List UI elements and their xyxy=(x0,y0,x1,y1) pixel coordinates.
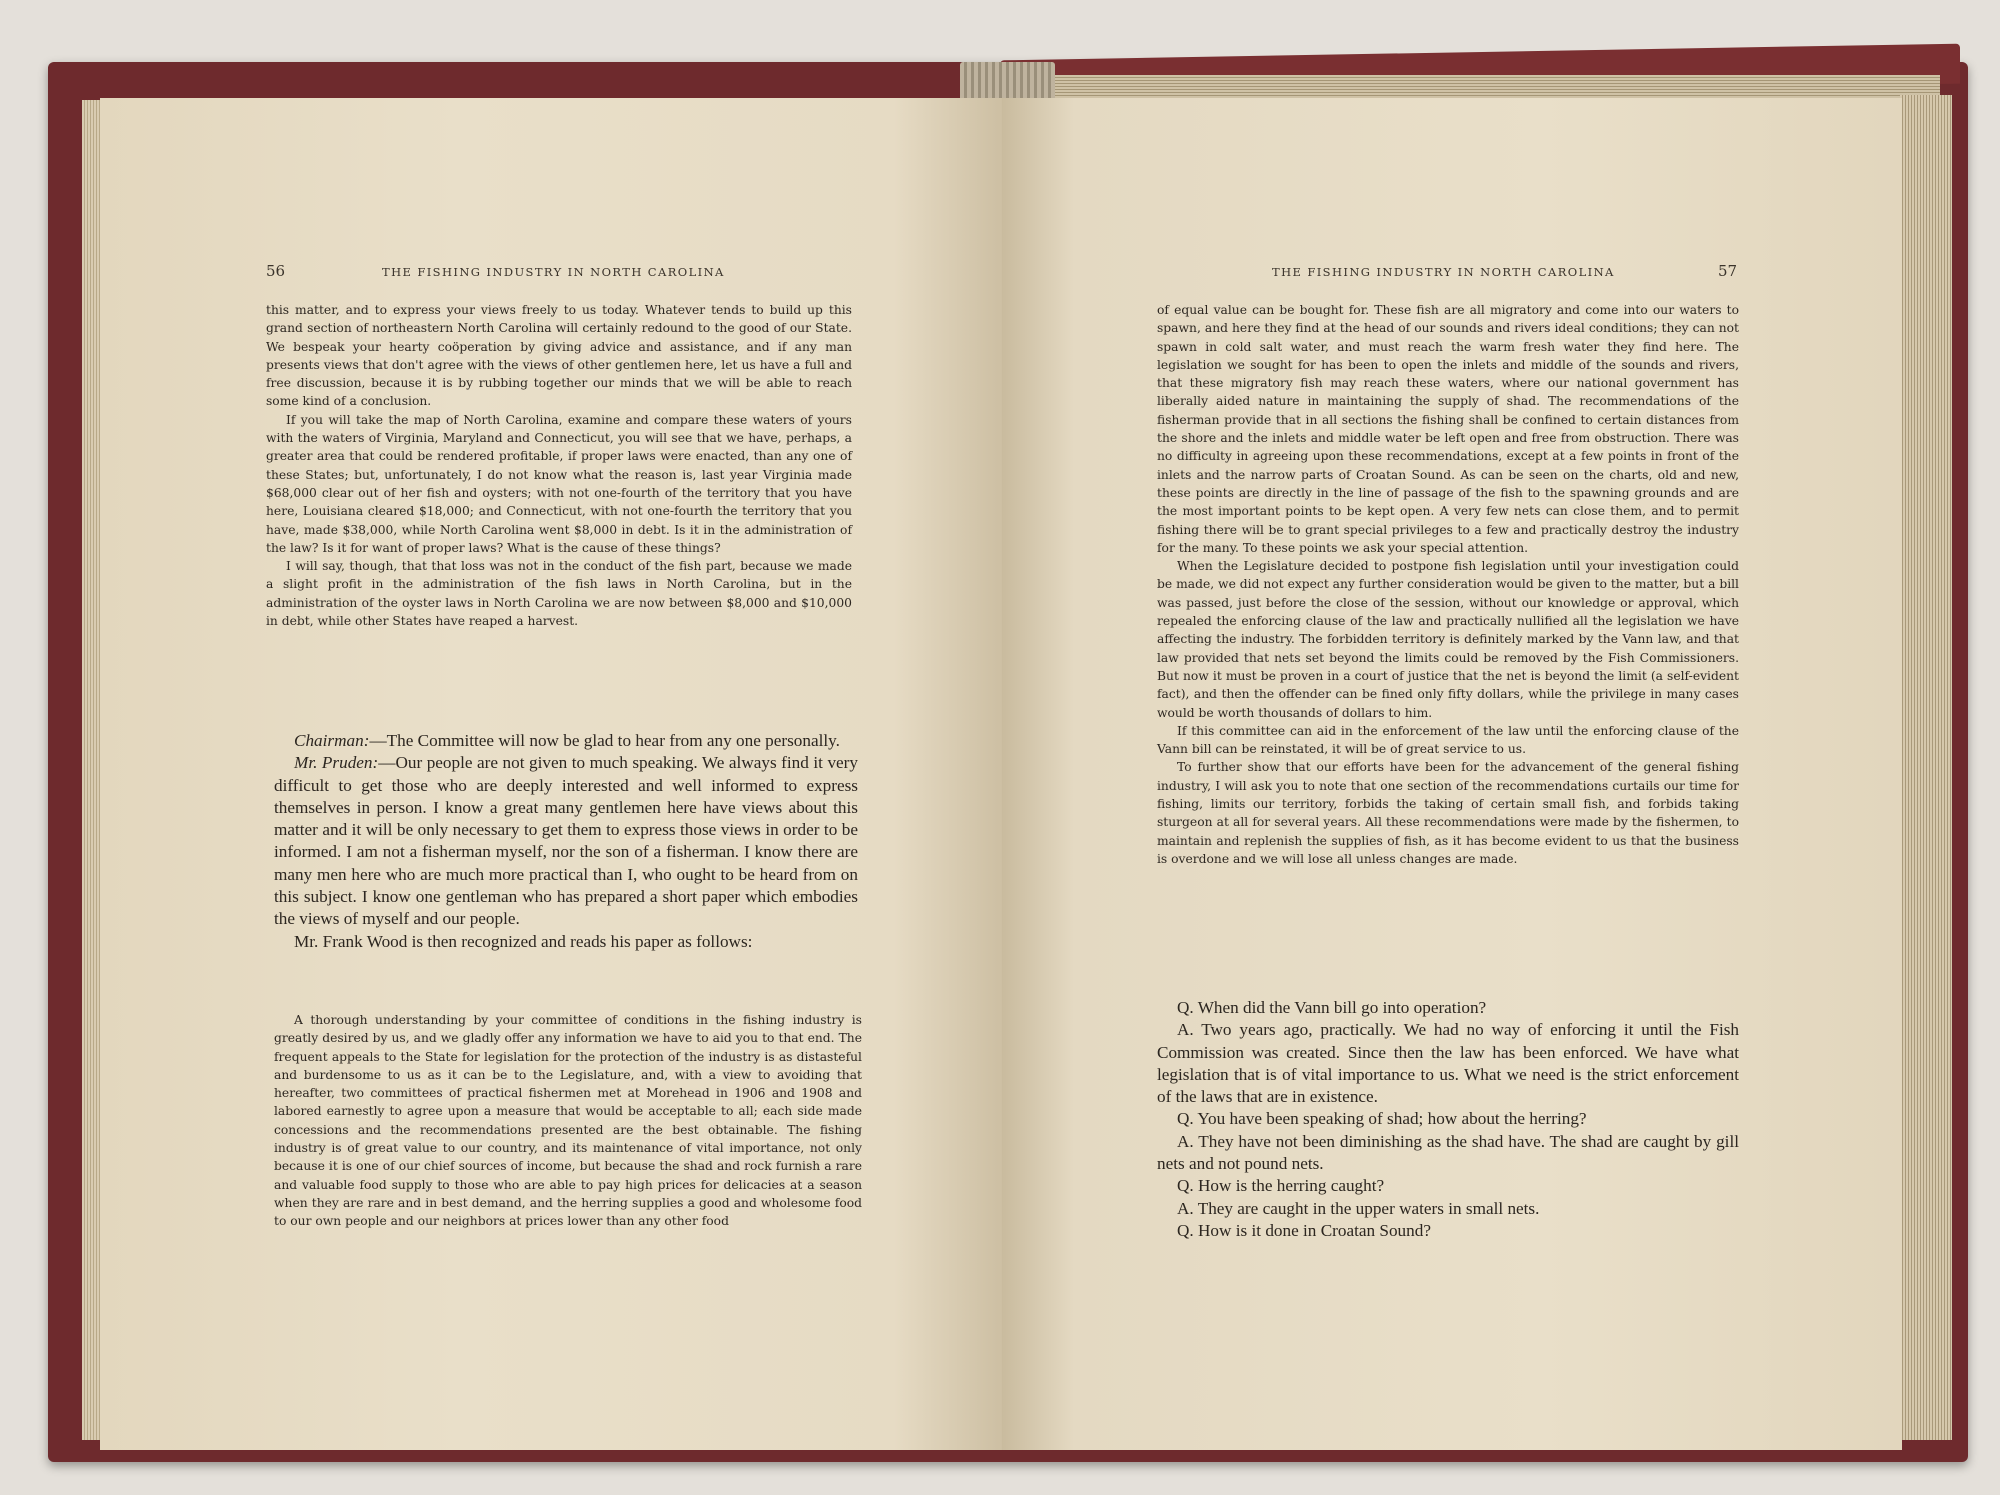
qa-line: Q. How is it done in Croatan Sound? xyxy=(1177,1220,1431,1240)
left-body-dialogue xyxy=(274,730,858,953)
qa-line: Q. How is the herring caught? xyxy=(1177,1176,1385,1196)
right-paragraph-4: To further show that our efforts have been for the advancement of the general fishing industry, I will ask you to note that one section of the recommendations curtails our time for fishing, limits our territory, forbids the taking of certain small fish, and forbids taking sturgeon at all for several years. All these recommendations were made by the fishermen, to maintain and replenish the supplies of fish, as it has become evident to us that the business is overdone and we will lose all unless changes are made. xyxy=(1157,760,1739,866)
right-paragraph-2: When the Legislature decided to postpone fish legislation until your investigation could be made, we did not expect any further consideration would be given to the matter, but a bill was passed, just before the close of the session, without our knowledge or approval, which repealed the enforcing clause of the law and practically nullified all the legislation we have affecting the industry. The forbidden territory is definitely marked by the Vann law, and that law provided that nets set beyond the limits could be removed by the Fish Commissioners. But now it must be proven in a court of justice that the net is beyond the limit (a self-evident fact), and then the offender can be fined only fifty dollars, while the privilege in many cases would be worth thousands of dollars to him. xyxy=(1157,559,1739,720)
left-paragraph-1: this matter, and to express your views freely to us today. Whatever tends to build up this grand section of northeastern North Carolina will certainly redound to the good of our State. We bespeak your hearty coöperation by giving advice and assistance, and if any man presents views that don't agree with the views of other gentlemen here, let us have a full and free discussion, because it is by rubbing together our minds that we will be able to reach some kind of a conclusion. xyxy=(266,303,852,409)
qa-line: Q. You have been speaking of shad; how about the herring? xyxy=(1177,1109,1587,1129)
right-paragraph-3: If this committee can aid in the enforcement of the law until the enforcing clause of the Vann bill can be reinstated, it will be of great service to us. xyxy=(1157,723,1739,757)
page-edges-right xyxy=(1900,95,1952,1440)
wood-intro: Mr. Frank Wood is then recognized and reads his paper as follows: xyxy=(294,931,753,951)
page-edges-left xyxy=(82,100,102,1440)
pruden-speaker: Mr. Pruden: xyxy=(294,753,379,773)
right-page-number: 57 xyxy=(1718,262,1738,280)
chairman-text: —The Committee will now be glad to hear from any one personally. xyxy=(369,731,840,750)
left-paragraph-3: I will say, though, that that loss was not in the conduct of the fish part, because we made a slight profit in the administration of the fish laws in North Carolina, but in the administration of the oyster laws in North Carolina we are now between $8,000 and $10,000 in debt, while other States have reaped a harvest. xyxy=(266,559,852,629)
right-running-head: THE FISHING INDUSTRY IN NORTH CAROLINA xyxy=(1272,265,1615,279)
left-running-head: THE FISHING INDUSTRY IN NORTH CAROLINA xyxy=(382,265,725,279)
left-body-paper xyxy=(274,1011,862,1231)
left-body-top xyxy=(266,301,852,630)
right-paragraph-1: of equal value can be bought for. These fish are all migratory and come into our waters to spawn, and here they find at the head of our sounds and rivers ideal conditions; they can not spawn in cold salt water, and must reach the warm fresh water they find here. The legislation we sought for has been to open the inlets and middle of the sounds and rivers, that these migratory fish may reach these waters, where our national government has liberally aided nature in maintaining the supply of shad. The recommendations of the fisherman provide that in all sections the fishing shall be confined to certain distances from the shore and the inlets and middle water be left open and free from obstruction. There was no difficulty in agreeing upon these recommendations, except at a few points in front of the inlets and the narrow parts of Croatan Sound. As can be seen on the charts, old and new, these points are directly in the line of passage of the fish to the spawning grounds and are the most important points to be kept open. A very few nets can close them, and to permit fishing there will be to grant special privileges to a few and practically destroy the industry for the many. To these points we ask your special attention. xyxy=(1157,303,1739,555)
qa-line: A. They have not been diminishing as the shad have. The shad are caught by gill nets and not pound nets. xyxy=(1157,1131,1739,1174)
left-page-number: 56 xyxy=(266,262,286,280)
qa-line: Q. When did the Vann bill go into operation? xyxy=(1177,998,1487,1017)
left-paragraph-2: If you will take the map of North Carolina, examine and compare these waters of yours with the waters of Virginia, Maryland and Connecticut, you will see that we have, perhaps, a greater area that could be rendered profitable, if proper laws were enacted, than any one of these States; but, unfortunately, I do not know what the reason is, last year Virginia made $68,000 clear out of her fish and oysters; with not one-fourth of the territory that you have here, Louisiana cleared $18,000; and Connecticut, with not one-fourth the territory that you have, made $38,000, while North Carolina went $8,000 in debt. Is it in the administration of the law? Is it for want of proper laws? What is the cause of these things? xyxy=(266,412,852,555)
chairman-speaker: Chairman: xyxy=(294,731,370,750)
qa-line: A. Two years ago, practically. We had no way of enforcing it until the Fish Commission was created. Since then the law has been enforced. We have what legislation that is of vital importance to us. What we need is the strict enforcement of the laws that are in existence. xyxy=(1157,1020,1739,1107)
qa-line: A. They are caught in the upper waters in small nets. xyxy=(1177,1198,1540,1218)
pruden-statement xyxy=(274,752,858,930)
chairman-statement xyxy=(274,730,858,752)
right-qa xyxy=(1157,997,1739,1242)
right-body-top xyxy=(1157,301,1739,868)
pruden-text: —Our people are not given to much speaking. We always find it very difficult to get those who are deeply interested and well informed to express themselves in person. I know a great many gentlemen here have views about this matter and it will be only necessary to get them to express those views in order to be informed. I am not a fisherman myself, nor the son of a fisherman. I know there are many men here who are much more practical than I, who ought to be heard from on this subject. I know one gentleman who has prepared a short paper which embodies the views of myself and our people. xyxy=(274,753,858,929)
wood-paper: A thorough understanding by your committee of conditions in the fishing industry is greatly desired by us, and we gladly offer any information we have to aid you to that end. The frequent appeals to the State for legislation for the protection of the industry is as distasteful and burdensome to us as it can be to the Legislature, and, with a view to avoiding that hereafter, two committees of practical fishermen met at Morehead in 1906 and 1908 and labored earnestly to agree upon a measure that would be acceptable to all; each side made concessions and the recommendations presented are the best obtainable. The fishing industry is of great value to our country, and its maintenance of vital importance, not only because it is one of our chief sources of income, but because the shad and rock furnish a rare and valuable food supply to those who are able to pay high prices for delicacies at a season when they are rare and in best demand, and the herring supplies a good and wholesome food to our own people and our neighbors at prices lower than any other food xyxy=(274,1013,862,1229)
